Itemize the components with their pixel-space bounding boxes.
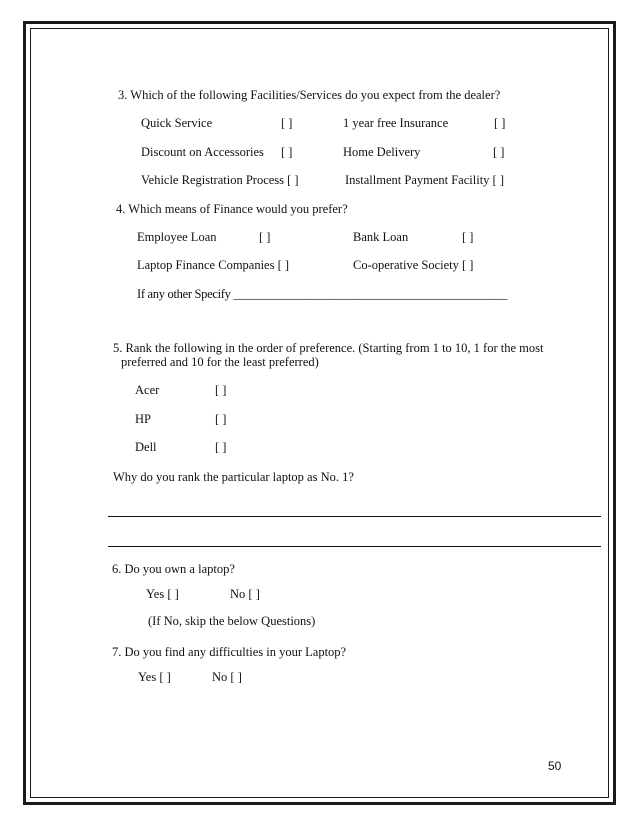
q5-why-rank-question: Why do you rank the particular laptop as No. 1?: [113, 470, 354, 484]
page-number: 50: [548, 759, 562, 773]
q4-option-bank-loan: Bank Loan: [353, 230, 409, 244]
q5-rank-box-acer[interactable]: [ ]: [215, 383, 227, 397]
q3-checkbox-discount-accessories[interactable]: [ ]: [281, 145, 293, 159]
q4-checkbox-employee-loan[interactable]: [ ]: [259, 230, 271, 244]
page-border-inner: [30, 28, 609, 798]
q7-question: 7. Do you find any difficulties in your Laptop?: [112, 645, 347, 659]
q3-option-quick-service: Quick Service: [141, 116, 213, 130]
q5-rank-box-hp[interactable]: [ ]: [215, 412, 227, 426]
q6-no-option[interactable]: No [ ]: [230, 587, 260, 601]
q4-question: 4. Which means of Finance would you prefer?: [116, 202, 348, 216]
q3-checkbox-free-insurance[interactable]: [ ]: [494, 116, 506, 130]
q3-option-free-insurance: 1 year free Insurance: [343, 116, 449, 130]
q5-question-line1: 5. Rank the following in the order of preference. (Starting from 1 to 10, 1 for the most: [113, 341, 544, 355]
q4-option-employee-loan: Employee Loan: [137, 230, 217, 244]
q3-option-vehicle-registration[interactable]: Vehicle Registration Process [ ]: [141, 173, 299, 187]
q5-brand-acer: Acer: [135, 383, 160, 397]
q5-question-line2: preferred and 10 for the least preferred): [121, 355, 319, 369]
q4-option-cooperative-society[interactable]: Co-operative Society [ ]: [353, 258, 474, 272]
q4-other-specify[interactable]: If any other Specify ______________________________________________: [137, 287, 508, 301]
q5-brand-dell: Dell: [135, 440, 157, 454]
q3-option-installment-payment[interactable]: Installment Payment Facility [ ]: [345, 173, 504, 187]
q3-option-discount-accessories: Discount on Accessories: [141, 145, 264, 159]
q4-option-laptop-finance[interactable]: Laptop Finance Companies [ ]: [137, 258, 290, 272]
q7-yes-option[interactable]: Yes [ ]: [138, 670, 171, 684]
q6-question: 6. Do you own a laptop?: [112, 562, 235, 576]
q5-brand-hp: HP: [135, 412, 151, 426]
q3-question: 3. Which of the following Facilities/Services do you expect from the dealer?: [118, 88, 501, 102]
q3-option-home-delivery: Home Delivery: [343, 145, 421, 159]
q4-checkbox-bank-loan[interactable]: [ ]: [462, 230, 474, 244]
q5-rank-box-dell[interactable]: [ ]: [215, 440, 227, 454]
q7-no-option[interactable]: No [ ]: [212, 670, 242, 684]
answer-line-1[interactable]: [108, 516, 601, 517]
q3-checkbox-quick-service[interactable]: [ ]: [281, 116, 293, 130]
q6-yes-option[interactable]: Yes [ ]: [146, 587, 179, 601]
q6-skip-note: (If No, skip the below Questions): [148, 614, 316, 628]
answer-line-2[interactable]: [108, 546, 601, 547]
q3-checkbox-home-delivery[interactable]: [ ]: [493, 145, 505, 159]
